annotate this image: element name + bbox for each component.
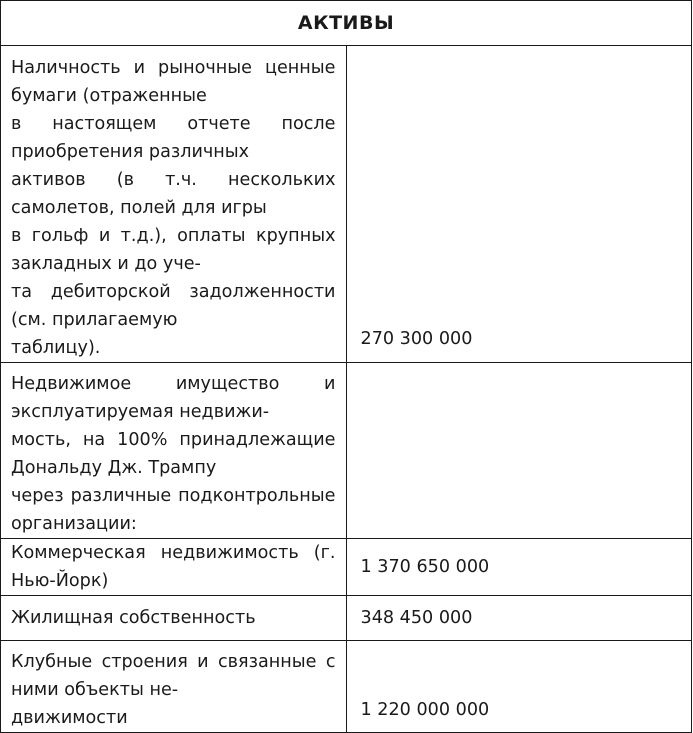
table-title: АКТИВЫ (1, 1, 692, 46)
description-line: движимости (11, 708, 128, 728)
table-row (1, 363, 692, 539)
asset-description (1, 539, 347, 596)
description-line: Наличность и рыночные ценные бумаги (отраженные (11, 58, 336, 106)
asset-description (1, 363, 347, 539)
asset-value: 1 370 650 000 (346, 539, 692, 596)
asset-value: 270 300 000 (346, 46, 692, 363)
description-line: таблицу). (11, 338, 101, 358)
table-header-row (1, 1, 692, 46)
description-line: в настоящем отчете после приобретения различных (11, 114, 336, 162)
description-line: мость, на 100% принадлежащие Дональду Дж. Трампу (11, 430, 336, 478)
asset-value: 348 450 000 (346, 596, 692, 641)
description-line: Клубные строения и связанные с ними объекты не- (11, 652, 336, 700)
asset-value: 1 220 000 000 (346, 641, 692, 733)
asset-description (1, 46, 347, 363)
table-row (1, 46, 692, 363)
description-line: та дебиторской задолженности (см. прилагаемую (11, 282, 336, 330)
table-row (1, 539, 692, 596)
table-row (1, 596, 692, 641)
description-line: в гольф и т.д.), оплаты крупных закладных и до уче- (11, 226, 336, 274)
description-line: через различные подконтрольные организации: (11, 486, 336, 534)
asset-value (346, 363, 692, 539)
description-line: Жилищная собственность (11, 608, 256, 628)
table-row (1, 641, 692, 733)
description-line: Недвижимое имущество и эксплуатируемая недвижи- (11, 374, 336, 422)
asset-description (1, 641, 347, 733)
description-line: Коммерческая недвижимость (г. Нью-Йорк) (11, 543, 336, 591)
asset-description (1, 596, 347, 641)
description-line: активов (в т.ч. нескольких самолетов, полей для игры (11, 170, 336, 218)
